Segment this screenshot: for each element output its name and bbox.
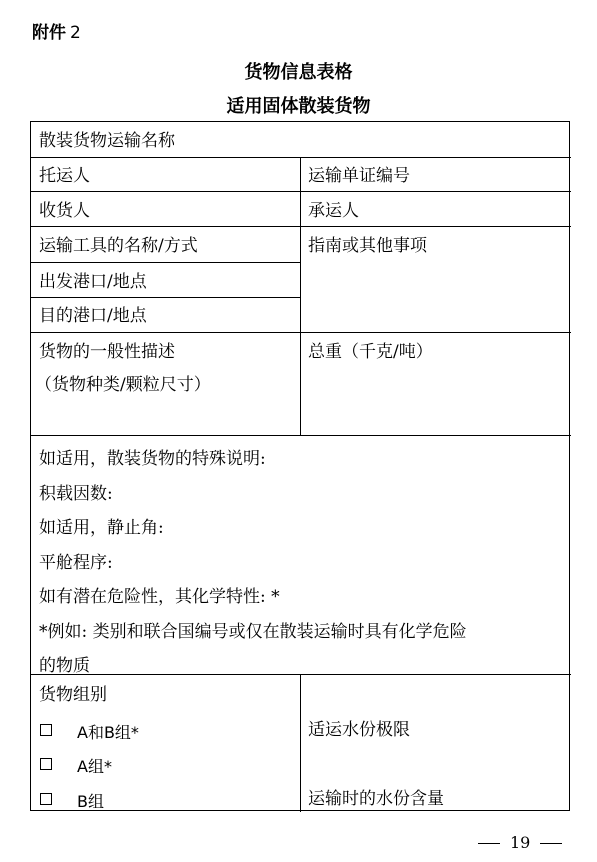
cargo-description-field[interactable]: 货物的一般性描述: [39, 342, 175, 362]
example-note-line-cont: 的物质: [39, 656, 90, 676]
trimming-procedure-line: 平舱程序:: [39, 553, 113, 573]
guidance-field[interactable]: 指南或其他事项: [308, 236, 427, 256]
bulk-cargo-name-field[interactable]: 散装货物运输名称: [39, 131, 175, 151]
moisture-content-field[interactable]: 运输时的水份含量: [308, 789, 444, 809]
tml-field[interactable]: 适运水份极限: [308, 720, 410, 740]
checkbox-group-ab-label: A和B组*: [77, 723, 139, 742]
transport-doc-number-field[interactable]: 运输单证编号: [308, 166, 410, 186]
column-divider: [300, 674, 301, 812]
example-note-line: *例如: 类别和联合国编号或仅在散装运输时具有化学危险: [39, 622, 467, 642]
departure-port-field[interactable]: 出发港口/地点: [39, 272, 147, 292]
row-divider: [31, 157, 571, 158]
page-number: 19: [510, 833, 531, 852]
consignee-field[interactable]: 收货人: [39, 201, 90, 221]
checkbox-group-a-label: A组*: [77, 757, 112, 776]
attachment-label: [32, 18, 81, 43]
document-subtitle: 适用固体散装货物: [226, 96, 371, 117]
cargo-information-form: [30, 121, 570, 811]
document-title: 货物信息表格: [244, 62, 353, 83]
column-divider: [300, 157, 301, 435]
cargo-group-title: [39, 685, 107, 705]
transport-means-field[interactable]: 运输工具的名称/方式: [39, 236, 198, 256]
checkbox-group-b-label: B组: [77, 792, 104, 811]
stowage-factor-line: 积载因数:: [39, 484, 113, 504]
row-divider: [31, 674, 571, 675]
row-divider: [31, 262, 301, 263]
special-note-line: 如适用，散装货物的特殊说明:: [39, 449, 266, 469]
chemical-properties-line: 如有潜在危险性，其化学特性: *: [39, 587, 280, 607]
angle-of-repose-line: 如适用，静止角:: [39, 518, 164, 538]
checkbox-group-ab[interactable]: [40, 724, 52, 736]
row-divider: [31, 332, 571, 333]
destination-port-field[interactable]: 目的港口/地点: [39, 306, 147, 326]
footer-dash-right: [540, 843, 562, 844]
attachment-number: 2: [70, 23, 81, 43]
checkbox-group-a[interactable]: [40, 758, 52, 770]
footer-dash-left: [478, 843, 500, 844]
row-divider: [31, 297, 301, 298]
checkbox-group-b[interactable]: [40, 793, 52, 805]
row-divider: [31, 191, 571, 192]
shipper-field[interactable]: 托运人: [39, 166, 90, 186]
row-divider: [31, 226, 571, 227]
carrier-field[interactable]: 承运人: [308, 201, 359, 221]
page-footer: [478, 833, 562, 852]
cargo-group-label: 货物组别: [39, 685, 107, 705]
row-divider: [31, 435, 571, 436]
attachment-text: 附件: [32, 23, 66, 43]
cargo-description-hint: （货物种类/颗粒尺寸）: [35, 375, 211, 395]
gross-weight-field[interactable]: 总重（千克/吨）: [308, 342, 433, 362]
